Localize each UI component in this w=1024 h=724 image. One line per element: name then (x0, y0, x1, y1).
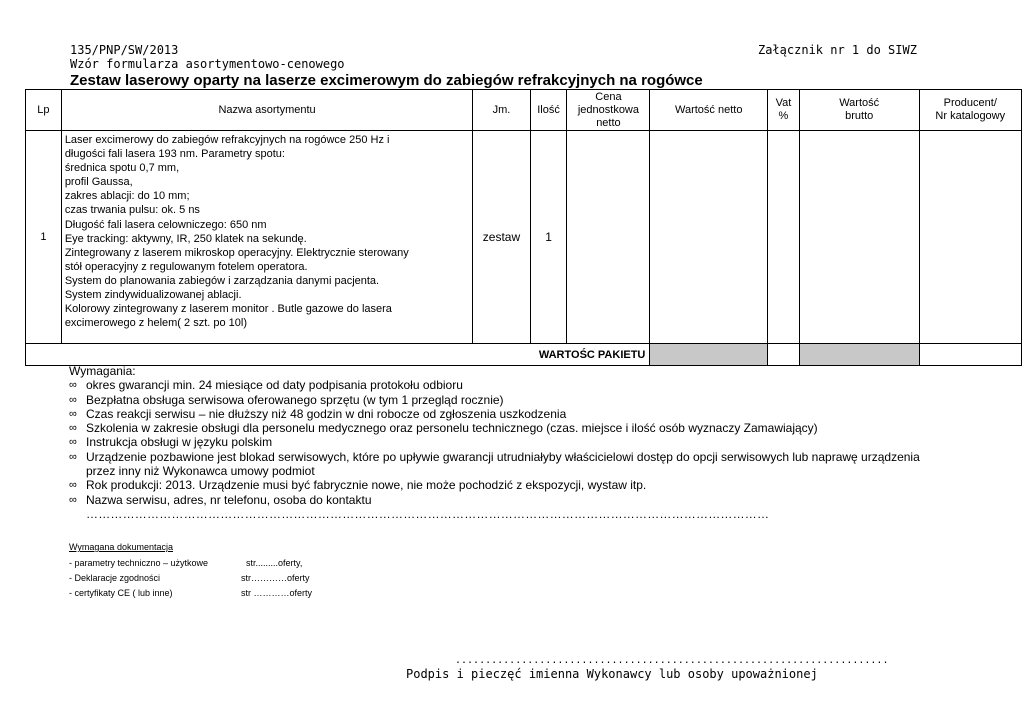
description-line: Eye tracking: aktywny, IR, 250 klatek na sekundę. (64, 232, 307, 245)
col-header-net-value: Wartość netto (650, 90, 768, 131)
infinity-bullet-icon: ∞ (69, 493, 77, 506)
requirement-text: Instrukcja obsługi w języku polskim (86, 435, 273, 450)
total-net-value-cell (650, 344, 768, 366)
description-line: stół operacyjny z regulowanym fotelem operatora. (64, 260, 308, 273)
package-total-row (26, 344, 1022, 366)
list-item (69, 407, 920, 421)
description-line: Długość fali lasera celowniczego: 650 nm (64, 218, 267, 231)
description-line: System do planowania zabiegów i zarządzania danymi pacjenta. (64, 274, 380, 287)
documentation-section (69, 542, 313, 603)
description-line: profil Gaussa, (64, 176, 133, 189)
documentation-ref: str.........oferty, (246, 558, 303, 568)
cell-unit-price[interactable] (567, 131, 650, 344)
cell-net-value[interactable] (650, 131, 768, 344)
attachment-label: Załącznik nr 1 do SIWZ (758, 43, 917, 57)
documentation-title: Wymagana dokumentacja (69, 542, 173, 552)
description-line: długości fali lasera 193 nm. Parametry spotu: (64, 148, 285, 161)
total-gross-cell (799, 344, 919, 366)
infinity-bullet-icon: ∞ (69, 422, 77, 435)
list-item (69, 450, 920, 464)
description-line: excimerowego z helem( 2 szt. po 10l) (64, 317, 247, 330)
description-line: System zindywidualizowanej ablacji. (64, 289, 242, 302)
infinity-bullet-icon: ∞ (69, 436, 77, 449)
infinity-bullet-icon: ∞ (69, 407, 77, 420)
vat-label-2: % (778, 110, 789, 122)
infinity-bullet-icon: ∞ (69, 379, 77, 392)
gross-label-1: Wartość (839, 97, 880, 109)
service-contact-fill-line[interactable]: …………………………………………………………………………………………………………………………………………………… (86, 506, 770, 521)
list-item (69, 478, 920, 492)
list-item (69, 558, 303, 573)
requirement-text: Czas reakcji serwisu – nie dłuższy niż 48 godzin w dni robocze od zgłoszenia uszkodzenia (86, 406, 567, 421)
description-line: zakres ablacji: do 10 mm; (64, 190, 190, 203)
requirement-text: Rok produkcji: 2013. Urządzenie musi być fabrycznie nowe, nie może pochodzić z ekspozycji, wystaw itp. (86, 478, 647, 493)
vat-label-1: Vat (775, 97, 792, 109)
description-line: średnica spotu 0,7 mm, (64, 162, 180, 175)
row-lp: 1 (26, 131, 62, 344)
row-description (61, 131, 473, 344)
requirement-text: Szkolenia w zakresie obsługi dla personelu medycznego oraz personelu technicznego (czas. miejsce i ilość osób wyznaczy Zamawiający) (86, 421, 818, 436)
producer-label-2: Nr katalogowy (935, 110, 1006, 122)
list-item (69, 573, 310, 588)
row-jm: zestaw (473, 131, 530, 344)
documentation-ref: str…………oferty (241, 573, 310, 583)
form-name: Wzór formularza asortymentowo-cenowego (70, 57, 345, 71)
col-header-vat (768, 90, 800, 131)
col-header-qty: Ilość (530, 90, 567, 131)
signature-line[interactable]: ........................................................................ (455, 655, 889, 666)
infinity-bullet-icon: ∞ (69, 479, 77, 492)
list-item (69, 421, 920, 435)
list-item (69, 588, 313, 603)
col-header-jm: Jm. (473, 90, 530, 131)
documentation-label: - certyfikaty CE ( lub inne) (69, 588, 173, 598)
document-title: Zestaw laserowy oparty na laserze excimerowym do zabiegów refrakcyjnych na rogówce (70, 72, 703, 89)
table-header-row (26, 90, 1022, 131)
list-item (69, 435, 920, 449)
list-item (69, 378, 920, 392)
requirements-heading: Wymagania: (69, 364, 136, 378)
col-header-name: Nazwa asortymentu (61, 90, 473, 131)
list-item (69, 393, 920, 407)
row-qty: 1 (530, 131, 567, 344)
description-line: Kolorowy zintegrowany z laserem monitor . Butle gazowe do lasera (64, 303, 392, 316)
col-header-gross (799, 90, 919, 131)
producer-label-1: Producent/ (943, 97, 997, 109)
col-header-unit-price (567, 90, 650, 131)
table-row (26, 131, 1022, 344)
documentation-ref: str …………oferty (241, 588, 313, 598)
col-header-producer (919, 90, 1021, 131)
total-producer-cell (919, 344, 1021, 366)
package-total-label: WARTOŚC PAKIETU (26, 344, 650, 366)
infinity-bullet-icon: ∞ (69, 393, 77, 406)
requirement-text: okres gwarancji min. 24 miesiące od daty podpisania protokołu odbioru (86, 378, 463, 393)
requirement-text: Bezpłatna obsługa serwisowa oferowanego sprzętu (w tym 1 przegląd rocznie) (86, 392, 504, 407)
assortment-price-table (25, 89, 1022, 366)
infinity-bullet-icon: ∞ (69, 450, 77, 463)
unit-price-label-2: jednostkowa netto (577, 103, 639, 129)
cell-vat[interactable] (768, 131, 800, 344)
requirements-section (69, 364, 920, 521)
requirement-continuation: przez inny niż Wykonawca umowy podmiot (86, 464, 315, 479)
cell-gross[interactable] (799, 131, 919, 344)
documentation-label: - Deklaracje zgodności (69, 573, 161, 583)
description-line: Zintegrowany z laserem mikroskop operacyjny. Elektrycznie sterowany (64, 246, 409, 259)
description-line: Laser excimerowy do zabiegów refrakcyjnych na rogówce 250 Hz i (64, 134, 390, 146)
total-vat-cell (768, 344, 800, 366)
requirement-text: Urządzenie pozbawione jest blokad serwisowych, które po upływie gwarancji utrudniałyby właścicielowi dostęp do opcji serwisowych lub naprawę urządzenia (86, 449, 920, 464)
documentation-label: - parametry techniczno – użytkowe (69, 558, 209, 568)
gross-label-2: brutto (845, 110, 874, 122)
list-item (69, 493, 920, 507)
requirement-text: Nazwa serwisu, adres, nr telefonu, osoba do kontaktu (86, 492, 372, 507)
col-header-lp: Lp (26, 90, 62, 131)
signature-label: Podpis i pieczęć imienna Wykonawcy lub osoby upoważnionej (406, 667, 818, 681)
cell-producer[interactable] (919, 131, 1021, 344)
description-line: czas trwania pulsu: ok. 5 ns (64, 204, 200, 217)
document-reference: 135/PNP/SW/2013 (70, 43, 179, 57)
unit-price-label-1: Cena (595, 90, 622, 103)
